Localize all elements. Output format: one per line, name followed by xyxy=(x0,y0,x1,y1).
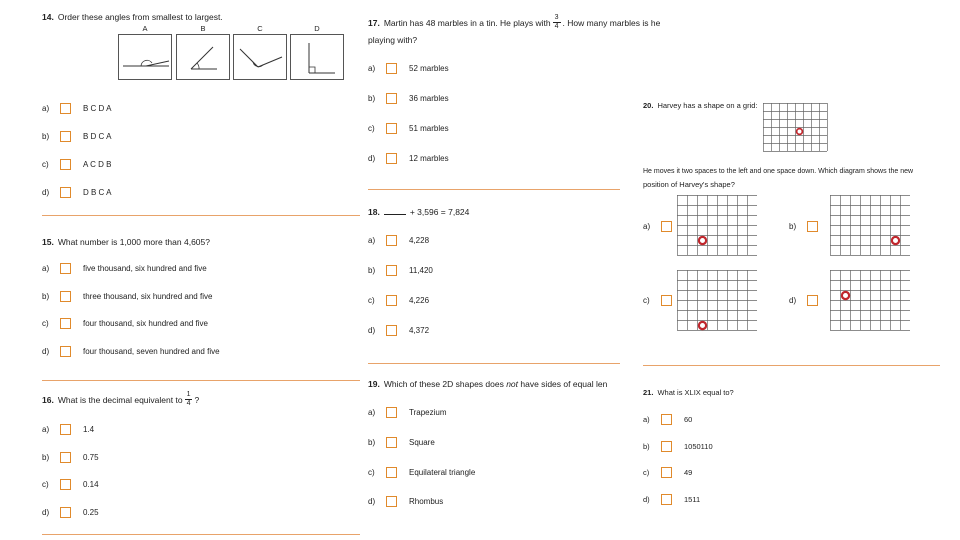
checkbox[interactable] xyxy=(60,424,71,435)
q20-text3: position of Harvey's shape? xyxy=(643,180,735,189)
separator xyxy=(42,215,360,216)
q15-option-b[interactable]: b) three thousand, six hundred and five xyxy=(42,292,213,301)
checkbox[interactable] xyxy=(386,153,397,164)
q16-fraction: $\frac{1}{4}$ xyxy=(186,391,191,407)
q17-fraction: $\frac{3}{4}$ xyxy=(554,14,559,30)
q15-option-a[interactable]: a) five thousand, six hundred and five xyxy=(42,264,207,273)
checkbox[interactable] xyxy=(386,63,397,74)
checkbox[interactable] xyxy=(60,479,71,490)
checkbox[interactable] xyxy=(386,93,397,104)
checkbox[interactable] xyxy=(661,494,672,505)
q20-title: 20. Harvey has a shape on a grid: xyxy=(643,101,758,110)
checkbox[interactable] xyxy=(661,467,672,478)
checkbox[interactable] xyxy=(60,507,71,518)
q16-option-d[interactable]: d) 0.25 xyxy=(42,508,99,517)
shape-marker xyxy=(797,129,803,135)
checkbox[interactable] xyxy=(807,295,818,306)
q19-option-c[interactable]: c) Equilateral triangle xyxy=(368,468,476,477)
q21-option-a[interactable]: a) 60 xyxy=(643,415,693,424)
checkbox[interactable] xyxy=(661,295,672,306)
checkbox[interactable] xyxy=(386,325,397,336)
q21-option-d[interactable]: d) 1511 xyxy=(643,495,701,504)
angle-c-diagram xyxy=(233,34,287,80)
checkbox[interactable] xyxy=(661,221,672,232)
q20-original-grid xyxy=(763,103,829,162)
angle-label-a: A xyxy=(142,24,148,33)
q17-title: 17. Martin has 48 marbles in a tin. He plays with $\frac{3}{4}$ . How many marbles is he xyxy=(368,14,661,30)
shape-marker xyxy=(842,292,849,299)
checkbox[interactable] xyxy=(60,263,71,274)
q17-option-c[interactable]: c) 51 marbles xyxy=(368,124,449,133)
angle-d-diagram xyxy=(290,34,344,80)
q14-text: Order these angles from smallest to largest. xyxy=(57,12,223,22)
checkbox[interactable] xyxy=(807,221,818,232)
checkbox[interactable] xyxy=(661,414,672,425)
q18-option-c[interactable]: c) 4,226 xyxy=(368,296,430,305)
q19-option-d[interactable]: d) Rhombus xyxy=(368,497,444,506)
q14-option-c[interactable]: c) A C D B xyxy=(42,160,112,169)
q18-option-d[interactable]: d) 4,372 xyxy=(368,326,430,335)
q19-option-a[interactable]: a) Trapezium xyxy=(368,408,447,417)
separator xyxy=(42,380,360,381)
q20-option-a[interactable]: a) xyxy=(643,221,684,232)
q16-title: 16. What is the decimal equivalent to $\frac{1}{4}$ ? xyxy=(42,391,200,407)
q20-grid-b xyxy=(830,195,910,268)
checkbox[interactable] xyxy=(386,467,397,478)
q19-option-b[interactable]: b) Square xyxy=(368,438,435,447)
checkbox[interactable] xyxy=(386,437,397,448)
q17-title-line2: playing with? xyxy=(368,35,418,45)
checkbox[interactable] xyxy=(60,346,71,357)
checkbox[interactable] xyxy=(60,103,71,114)
q20-grid-a xyxy=(677,195,757,268)
shape-marker xyxy=(699,237,706,244)
q20-option-d[interactable]: d) xyxy=(789,295,830,306)
checkbox[interactable] xyxy=(386,235,397,246)
checkbox[interactable] xyxy=(386,265,397,276)
angle-label-b: B xyxy=(200,24,206,33)
q20-text2: He moves it two spaces to the left and one space down. Which diagram shows the new xyxy=(643,168,914,175)
q20-option-c[interactable]: c) xyxy=(643,295,684,306)
checkbox[interactable] xyxy=(386,295,397,306)
q21-title: 21. What is XLIX equal to? xyxy=(643,388,734,397)
checkbox[interactable] xyxy=(386,123,397,134)
checkbox[interactable] xyxy=(386,496,397,507)
q17-option-d[interactable]: d) 12 marbles xyxy=(368,154,449,163)
q16-option-a[interactable]: a) 1.4 xyxy=(42,425,95,434)
checkbox[interactable] xyxy=(60,187,71,198)
q14-option-b[interactable]: b) B D C A xyxy=(42,132,112,141)
q16-option-b[interactable]: b) 0.75 xyxy=(42,453,99,462)
q14-title xyxy=(42,12,223,22)
q15-option-c[interactable]: c) four thousand, six hundred and five xyxy=(42,319,208,328)
q18-option-b[interactable]: b) 11,420 xyxy=(368,266,433,275)
q20-grid-d xyxy=(830,270,910,343)
checkbox[interactable] xyxy=(386,407,397,418)
q17-option-b[interactable]: b) 36 marbles xyxy=(368,94,449,103)
q15-option-d[interactable]: d) four thousand, seven hundred and five xyxy=(42,347,220,356)
separator xyxy=(368,189,620,190)
checkbox[interactable] xyxy=(60,131,71,142)
angle-label-c: C xyxy=(257,24,263,33)
separator xyxy=(42,534,360,535)
checkbox[interactable] xyxy=(60,452,71,463)
q14-number: 14. xyxy=(42,12,54,22)
checkbox[interactable] xyxy=(60,159,71,170)
q16-option-c[interactable]: c) 0.14 xyxy=(42,480,99,489)
q19-title: 19. Which of these 2D shapes does not have sides of equal len xyxy=(368,379,608,389)
checkbox[interactable] xyxy=(60,318,71,329)
checkbox[interactable] xyxy=(60,291,71,302)
checkbox[interactable] xyxy=(661,441,672,452)
q18-title: 18. + 3,596 = 7,824 xyxy=(368,207,470,217)
shape-marker xyxy=(699,322,706,329)
q17-option-a[interactable]: a) 52 marbles xyxy=(368,64,449,73)
separator xyxy=(643,365,940,366)
angle-label-d: D xyxy=(314,24,320,33)
separator xyxy=(368,363,620,364)
angle-a-diagram xyxy=(118,34,172,80)
q14-option-a[interactable]: a) B C D A xyxy=(42,104,112,113)
q18-option-a[interactable]: a) 4,228 xyxy=(368,236,430,245)
q21-option-b[interactable]: b) 1050110 xyxy=(643,442,713,451)
answer-blank xyxy=(384,214,406,215)
q20-grid-c xyxy=(677,270,757,343)
q15-title: 15. What number is 1,000 more than 4,605? xyxy=(42,237,210,247)
angle-b-diagram xyxy=(176,34,230,80)
q21-option-c[interactable]: c) 49 xyxy=(643,468,693,477)
shape-marker xyxy=(892,237,899,244)
q20-option-b[interactable]: b) xyxy=(789,221,830,232)
q14-option-d[interactable]: d) D B C A xyxy=(42,188,112,197)
